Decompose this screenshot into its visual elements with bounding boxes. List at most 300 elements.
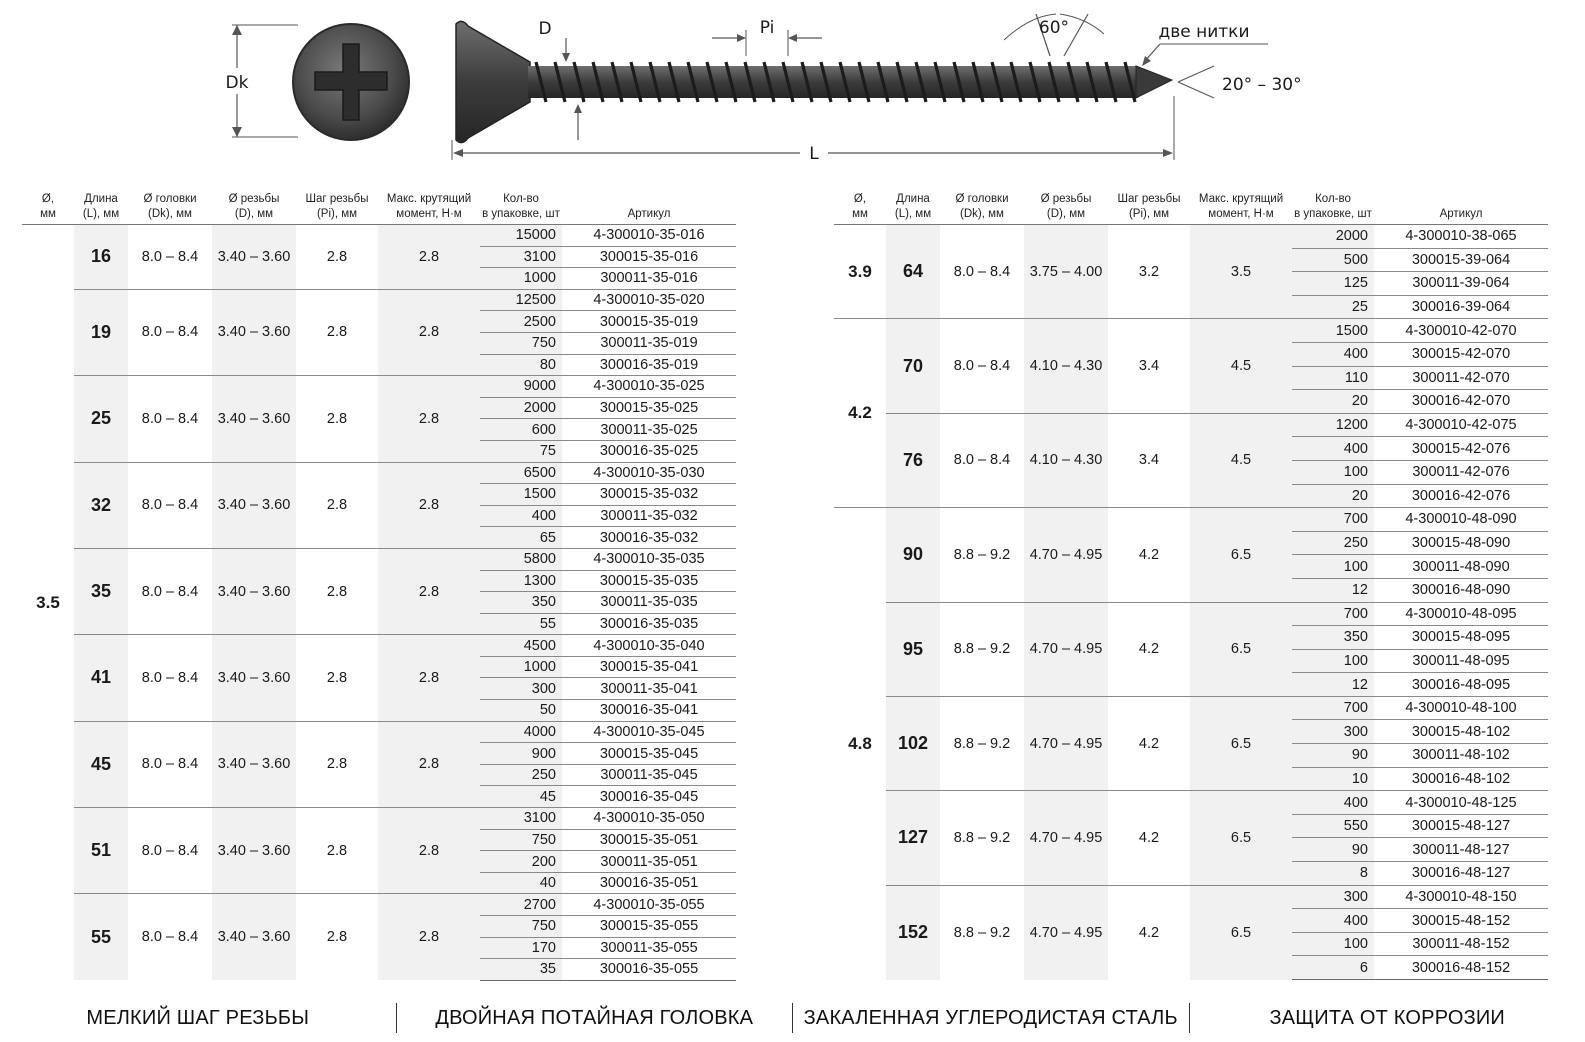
label-angle: 60° bbox=[1038, 18, 1070, 38]
pitch-cell: 3.4 bbox=[1108, 319, 1190, 413]
feature-corrosion-protection: ЗАЩИТА ОТ КОРРОЗИИ bbox=[1269, 1006, 1506, 1029]
label-tip-note: две нитки bbox=[1158, 22, 1250, 42]
column-header-line: (Pi), мм bbox=[1128, 208, 1170, 220]
article-cell: 300015-35-035 bbox=[562, 570, 736, 592]
column-header-line: Макс. крутящий bbox=[386, 193, 472, 205]
length-cell: 127 bbox=[886, 791, 940, 885]
length-cell: 16 bbox=[74, 225, 128, 290]
torque-cell: 2.8 bbox=[378, 225, 480, 290]
quantity-cell: 900 bbox=[480, 743, 562, 765]
column-header-line: Ø головки bbox=[955, 193, 1009, 205]
article-cell: 4-300010-35-035 bbox=[562, 548, 736, 570]
article-cell: 300015-35-045 bbox=[562, 743, 736, 765]
head-cell: 8.0 – 8.4 bbox=[940, 319, 1024, 413]
thread-cell: 4.70 – 4.95 bbox=[1024, 885, 1108, 979]
length-cell: 41 bbox=[74, 635, 128, 721]
pitch-cell: 4.2 bbox=[1108, 791, 1190, 885]
quantity-cell: 750 bbox=[480, 829, 562, 851]
quantity-cell: 200 bbox=[480, 851, 562, 873]
article-cell: 4-300010-48-090 bbox=[1374, 508, 1548, 532]
head-cell: 8.0 – 8.4 bbox=[128, 894, 212, 980]
article-cell: 300015-48-102 bbox=[1374, 720, 1548, 744]
quantity-cell: 20 bbox=[1292, 390, 1374, 414]
article-cell: 4-300010-35-030 bbox=[562, 462, 736, 484]
quantity-cell: 350 bbox=[480, 592, 562, 614]
thread-cell: 4.70 – 4.95 bbox=[1024, 791, 1108, 885]
quantity-cell: 8 bbox=[1292, 862, 1374, 886]
quantity-cell: 400 bbox=[1292, 437, 1374, 461]
article-cell: 4-300010-35-016 bbox=[562, 225, 736, 247]
pitch-cell: 3.4 bbox=[1108, 413, 1190, 507]
quantity-cell: 3100 bbox=[480, 246, 562, 268]
article-cell: 4-300010-35-020 bbox=[562, 289, 736, 311]
length-cell: 102 bbox=[886, 696, 940, 790]
thread-cell: 4.70 – 4.95 bbox=[1024, 602, 1108, 696]
torque-cell: 6.5 bbox=[1190, 602, 1292, 696]
article-cell: 300016-35-045 bbox=[562, 786, 736, 808]
torque-cell: 2.8 bbox=[378, 635, 480, 721]
quantity-cell: 300 bbox=[1292, 885, 1374, 909]
quantity-cell: 125 bbox=[1292, 272, 1374, 296]
torque-cell: 2.8 bbox=[378, 808, 480, 894]
quantity-cell: 2000 bbox=[1292, 225, 1374, 249]
length-cell: 19 bbox=[74, 289, 128, 375]
column-header-torque bbox=[378, 186, 480, 225]
article-cell: 300016-35-025 bbox=[562, 440, 736, 462]
column-header-head bbox=[940, 186, 1024, 225]
table-row bbox=[834, 602, 1548, 626]
article-cell: 300016-48-095 bbox=[1374, 673, 1548, 697]
quantity-cell: 700 bbox=[1292, 696, 1374, 720]
length-cell: 35 bbox=[74, 548, 128, 634]
article-cell: 300011-48-095 bbox=[1374, 649, 1548, 673]
thread-cell: 4.10 – 4.30 bbox=[1024, 413, 1108, 507]
article-cell: 300016-48-090 bbox=[1374, 578, 1548, 602]
quantity-cell: 10 bbox=[1292, 767, 1374, 791]
column-header-line: (D), мм bbox=[1046, 208, 1086, 220]
column-header-line: момент, Н·м bbox=[396, 208, 462, 220]
column-header-line: Шаг резьбы bbox=[305, 193, 369, 205]
quantity-cell: 2000 bbox=[480, 397, 562, 419]
column-header-line: Артикул bbox=[627, 208, 671, 220]
column-header-line: Ø, bbox=[41, 193, 55, 205]
quantity-cell: 3100 bbox=[480, 808, 562, 830]
column-header-line: (Dk), мм bbox=[148, 208, 192, 220]
article-cell: 300015-35-016 bbox=[562, 246, 736, 268]
quantity-cell: 40 bbox=[480, 872, 562, 894]
diameter-cell: 3.5 bbox=[36, 592, 60, 612]
quantity-cell: 250 bbox=[1292, 531, 1374, 555]
length-cell: 32 bbox=[74, 462, 128, 548]
column-header-article bbox=[1374, 186, 1548, 225]
article-cell: 4-300010-38-065 bbox=[1374, 225, 1548, 249]
column-header-line: мм bbox=[852, 208, 868, 220]
quantity-cell: 65 bbox=[480, 527, 562, 549]
thread-cell: 3.40 – 3.60 bbox=[212, 548, 296, 634]
quantity-cell: 55 bbox=[480, 613, 562, 635]
quantity-cell: 20 bbox=[1292, 484, 1374, 508]
article-cell: 300011-48-127 bbox=[1374, 838, 1548, 862]
length-cell: 95 bbox=[886, 602, 940, 696]
quantity-cell: 400 bbox=[1292, 909, 1374, 933]
table-row bbox=[22, 289, 736, 311]
head-cell: 8.0 – 8.4 bbox=[128, 808, 212, 894]
column-header-thread bbox=[212, 186, 296, 225]
pitch-cell: 2.8 bbox=[296, 721, 378, 807]
screw-diagram bbox=[0, 0, 1585, 175]
article-cell: 300011-35-051 bbox=[562, 851, 736, 873]
article-cell: 300011-42-076 bbox=[1374, 460, 1548, 484]
column-header-line: в упаковке, шт bbox=[482, 208, 560, 220]
article-cell: 300016-35-035 bbox=[562, 613, 736, 635]
article-cell: 300011-35-016 bbox=[562, 268, 736, 290]
torque-cell: 2.8 bbox=[378, 289, 480, 375]
quantity-cell: 2700 bbox=[480, 894, 562, 916]
pitch-cell: 2.8 bbox=[296, 635, 378, 721]
quantity-cell: 1000 bbox=[480, 268, 562, 290]
quantity-cell: 170 bbox=[480, 937, 562, 959]
article-cell: 4-300010-35-055 bbox=[562, 894, 736, 916]
length-cell: 76 bbox=[886, 413, 940, 507]
article-cell: 300016-35-051 bbox=[562, 872, 736, 894]
quantity-cell: 110 bbox=[1292, 366, 1374, 390]
quantity-cell: 250 bbox=[480, 764, 562, 786]
pitch-cell: 2.8 bbox=[296, 376, 378, 462]
article-cell: 300011-35-055 bbox=[562, 937, 736, 959]
label-tip-angle: 20° – 30° bbox=[1222, 75, 1302, 95]
thread-cell: 3.40 – 3.60 bbox=[212, 635, 296, 721]
article-cell: 300016-48-102 bbox=[1374, 767, 1548, 791]
article-cell: 300011-35-019 bbox=[562, 332, 736, 354]
feature-fine-thread: МЕЛКИЙ ШАГ РЕЗЬБЫ bbox=[86, 1006, 310, 1029]
label-pi: Pi bbox=[759, 18, 775, 38]
label-dk: Dk bbox=[225, 73, 249, 93]
article-cell: 300016-42-070 bbox=[1374, 390, 1548, 414]
thread-cell: 3.40 – 3.60 bbox=[212, 289, 296, 375]
quantity-cell: 100 bbox=[1292, 932, 1374, 956]
article-cell: 300011-42-070 bbox=[1374, 366, 1548, 390]
quantity-cell: 90 bbox=[1292, 744, 1374, 768]
quantity-cell: 35 bbox=[480, 959, 562, 981]
torque-cell: 2.8 bbox=[378, 894, 480, 980]
quantity-cell: 100 bbox=[1292, 555, 1374, 579]
column-header-line: Артикул bbox=[1439, 208, 1483, 220]
diameter-cell: 4.2 bbox=[834, 319, 886, 508]
head-cell: 8.0 – 8.4 bbox=[128, 289, 212, 375]
feature-double-countersunk-head: ДВОЙНАЯ ПОТАЙНАЯ ГОЛОВКА bbox=[435, 1006, 754, 1029]
column-header-article bbox=[562, 186, 736, 225]
thread-cell: 3.40 – 3.60 bbox=[212, 376, 296, 462]
length-cell: 51 bbox=[74, 808, 128, 894]
thread-cell: 3.40 – 3.60 bbox=[212, 808, 296, 894]
table-row bbox=[22, 548, 736, 570]
length-cell: 64 bbox=[886, 225, 940, 319]
quantity-cell: 550 bbox=[1292, 814, 1374, 838]
head-cell: 8.0 – 8.4 bbox=[128, 721, 212, 807]
head-top-view bbox=[222, 24, 409, 140]
quantity-cell: 4000 bbox=[480, 721, 562, 743]
article-cell: 300015-42-076 bbox=[1374, 437, 1548, 461]
quantity-cell: 750 bbox=[480, 916, 562, 938]
table-row bbox=[834, 791, 1548, 815]
head-cell: 8.0 – 8.4 bbox=[128, 548, 212, 634]
label-d: D bbox=[538, 19, 552, 39]
article-cell: 4-300010-35-040 bbox=[562, 635, 736, 657]
quantity-cell: 500 bbox=[1292, 248, 1374, 272]
table-row bbox=[22, 894, 736, 916]
torque-cell: 2.8 bbox=[378, 462, 480, 548]
column-header-head bbox=[128, 186, 212, 225]
quantity-cell: 2500 bbox=[480, 311, 562, 333]
article-cell: 300016-35-032 bbox=[562, 527, 736, 549]
column-header-line: (L), мм bbox=[82, 208, 120, 220]
thread-cell: 3.75 – 4.00 bbox=[1024, 225, 1108, 319]
pitch-cell: 2.8 bbox=[296, 289, 378, 375]
column-header-line: (Dk), мм bbox=[960, 208, 1004, 220]
head-cell: 8.8 – 9.2 bbox=[940, 508, 1024, 602]
pitch-cell: 2.8 bbox=[296, 462, 378, 548]
article-cell: 4-300010-42-075 bbox=[1374, 413, 1548, 437]
quantity-cell: 4500 bbox=[480, 635, 562, 657]
torque-cell: 4.5 bbox=[1190, 319, 1292, 413]
table-row bbox=[22, 225, 736, 247]
article-cell: 300015-48-127 bbox=[1374, 814, 1548, 838]
column-header-line: Кол-во bbox=[503, 193, 539, 205]
quantity-cell: 1000 bbox=[480, 656, 562, 678]
column-header-torque bbox=[1190, 186, 1292, 225]
length-cell: 45 bbox=[74, 721, 128, 807]
article-cell: 300016-42-076 bbox=[1374, 484, 1548, 508]
torque-cell: 2.8 bbox=[378, 376, 480, 462]
quantity-cell: 1500 bbox=[1292, 319, 1374, 343]
head-cell: 8.8 – 9.2 bbox=[940, 791, 1024, 885]
column-header-line: Ø, bbox=[853, 193, 867, 205]
article-cell: 4-300010-35-045 bbox=[562, 721, 736, 743]
article-cell: 300011-35-041 bbox=[562, 678, 736, 700]
quantity-cell: 750 bbox=[480, 332, 562, 354]
feature-hardened-carbon-steel: ЗАКАЛЕННАЯ УГЛЕРОДИСТАЯ СТАЛЬ bbox=[803, 1006, 1178, 1029]
quantity-cell: 12500 bbox=[480, 289, 562, 311]
column-header-line: Длина bbox=[84, 193, 118, 205]
article-cell: 300016-48-127 bbox=[1374, 862, 1548, 886]
screw-side-view bbox=[452, 14, 1302, 164]
column-header-line: Макс. крутящий bbox=[1198, 193, 1284, 205]
article-cell: 300016-39-064 bbox=[1374, 295, 1548, 319]
torque-cell: 2.8 bbox=[378, 548, 480, 634]
article-cell: 300015-48-095 bbox=[1374, 626, 1548, 650]
column-header-length bbox=[74, 186, 128, 225]
quantity-cell: 6 bbox=[1292, 956, 1374, 980]
quantity-cell: 1300 bbox=[480, 570, 562, 592]
column-header-diameter bbox=[834, 186, 886, 225]
quantity-cell: 700 bbox=[1292, 602, 1374, 626]
diameter-cell: 3.9 bbox=[848, 261, 872, 281]
torque-cell: 2.8 bbox=[378, 721, 480, 807]
quantity-cell: 700 bbox=[1292, 508, 1374, 532]
column-header-line: Шаг резьбы bbox=[1117, 193, 1181, 205]
torque-cell: 4.5 bbox=[1190, 413, 1292, 507]
quantity-cell: 350 bbox=[1292, 626, 1374, 650]
article-cell: 300011-35-032 bbox=[562, 505, 736, 527]
quantity-cell: 600 bbox=[480, 419, 562, 441]
quantity-cell: 400 bbox=[1292, 342, 1374, 366]
article-cell: 300016-35-055 bbox=[562, 959, 736, 981]
column-header-line: (Pi), мм bbox=[316, 208, 358, 220]
column-header-qty bbox=[480, 186, 562, 225]
quantity-cell: 100 bbox=[1292, 649, 1374, 673]
article-cell: 300011-48-102 bbox=[1374, 744, 1548, 768]
quantity-cell: 80 bbox=[480, 354, 562, 376]
column-header-thread bbox=[1024, 186, 1108, 225]
article-cell: 4-300010-35-025 bbox=[562, 376, 736, 398]
label-l: L bbox=[809, 144, 819, 164]
table-row bbox=[834, 885, 1548, 909]
article-cell: 300011-48-090 bbox=[1374, 555, 1548, 579]
article-cell: 300011-35-025 bbox=[562, 419, 736, 441]
table-row bbox=[834, 319, 1548, 343]
head-cell: 8.0 – 8.4 bbox=[940, 225, 1024, 319]
torque-cell: 3.5 bbox=[1190, 225, 1292, 319]
column-header-line: (L), мм bbox=[894, 208, 932, 220]
article-cell: 300011-35-035 bbox=[562, 592, 736, 614]
column-header-line: (D), мм bbox=[234, 208, 274, 220]
head-cell: 8.0 – 8.4 bbox=[128, 635, 212, 721]
feature-strip bbox=[0, 998, 1585, 1038]
quantity-cell: 6500 bbox=[480, 462, 562, 484]
column-header-diameter bbox=[22, 186, 74, 225]
torque-cell: 6.5 bbox=[1190, 791, 1292, 885]
article-cell: 4-300010-48-100 bbox=[1374, 696, 1548, 720]
table-row bbox=[22, 635, 736, 657]
article-cell: 300015-35-032 bbox=[562, 484, 736, 506]
article-cell: 300011-35-045 bbox=[562, 764, 736, 786]
article-cell: 300015-42-070 bbox=[1374, 342, 1548, 366]
quantity-cell: 1200 bbox=[1292, 413, 1374, 437]
table-row bbox=[22, 462, 736, 484]
pitch-cell: 3.2 bbox=[1108, 225, 1190, 319]
quantity-cell: 5800 bbox=[480, 548, 562, 570]
head-cell: 8.8 – 9.2 bbox=[940, 602, 1024, 696]
head-cell: 8.0 – 8.4 bbox=[128, 462, 212, 548]
head-cell: 8.0 – 8.4 bbox=[940, 413, 1024, 507]
column-header-qty bbox=[1292, 186, 1374, 225]
column-header-line: Кол-во bbox=[1315, 193, 1351, 205]
pitch-cell: 4.2 bbox=[1108, 696, 1190, 790]
quantity-cell: 400 bbox=[480, 505, 562, 527]
column-header-line: Ø резьбы bbox=[1040, 193, 1092, 205]
table-row bbox=[834, 225, 1548, 249]
pitch-cell: 2.8 bbox=[296, 808, 378, 894]
quantity-cell: 300 bbox=[1292, 720, 1374, 744]
head-cell: 8.0 – 8.4 bbox=[128, 225, 212, 290]
table-header-row bbox=[22, 186, 736, 225]
article-cell: 300016-48-152 bbox=[1374, 956, 1548, 980]
torque-cell: 6.5 bbox=[1190, 508, 1292, 602]
column-header-line: Ø резьбы bbox=[228, 193, 280, 205]
table-row bbox=[22, 376, 736, 398]
article-cell: 300011-48-152 bbox=[1374, 932, 1548, 956]
article-cell: 300011-39-064 bbox=[1374, 272, 1548, 296]
length-cell: 55 bbox=[74, 894, 128, 980]
article-cell: 300015-35-041 bbox=[562, 656, 736, 678]
table-row bbox=[834, 508, 1548, 532]
thread-cell: 3.40 – 3.60 bbox=[212, 894, 296, 980]
pitch-cell: 4.2 bbox=[1108, 602, 1190, 696]
quantity-cell: 50 bbox=[480, 700, 562, 722]
quantity-cell: 400 bbox=[1292, 791, 1374, 815]
pitch-cell: 4.2 bbox=[1108, 885, 1190, 979]
article-cell: 4-300010-35-050 bbox=[562, 808, 736, 830]
length-cell: 90 bbox=[886, 508, 940, 602]
column-header-line: момент, Н·м bbox=[1208, 208, 1274, 220]
article-cell: 4-300010-48-150 bbox=[1374, 885, 1548, 909]
article-cell: 300015-48-152 bbox=[1374, 909, 1548, 933]
quantity-cell: 45 bbox=[480, 786, 562, 808]
head-cell: 8.8 – 9.2 bbox=[940, 885, 1024, 979]
length-cell: 25 bbox=[74, 376, 128, 462]
article-cell: 4-300010-42-070 bbox=[1374, 319, 1548, 343]
torque-cell: 6.5 bbox=[1190, 885, 1292, 979]
pitch-cell: 2.8 bbox=[296, 548, 378, 634]
thread-cell: 4.70 – 4.95 bbox=[1024, 696, 1108, 790]
torque-cell: 6.5 bbox=[1190, 696, 1292, 790]
length-cell: 152 bbox=[886, 885, 940, 979]
article-cell: 4-300010-48-125 bbox=[1374, 791, 1548, 815]
quantity-cell: 100 bbox=[1292, 460, 1374, 484]
table-header-row bbox=[834, 186, 1548, 225]
quantity-cell: 9000 bbox=[480, 376, 562, 398]
pitch-cell: 2.8 bbox=[296, 225, 378, 290]
thread-cell: 3.40 – 3.60 bbox=[212, 225, 296, 290]
column-header-line: в упаковке, шт bbox=[1294, 208, 1372, 220]
article-cell: 300015-48-090 bbox=[1374, 531, 1548, 555]
head-cell: 8.0 – 8.4 bbox=[128, 376, 212, 462]
table-row bbox=[22, 808, 736, 830]
thread-cell: 3.40 – 3.60 bbox=[212, 462, 296, 548]
column-header-line: Длина bbox=[896, 193, 930, 205]
pitch-cell: 2.8 bbox=[296, 894, 378, 980]
column-header-length bbox=[886, 186, 940, 225]
quantity-cell: 1500 bbox=[480, 484, 562, 506]
article-cell: 300016-35-041 bbox=[562, 700, 736, 722]
article-cell: 300015-35-051 bbox=[562, 829, 736, 851]
article-cell: 4-300010-48-095 bbox=[1374, 602, 1548, 626]
article-cell: 300015-35-055 bbox=[562, 916, 736, 938]
quantity-cell: 12 bbox=[1292, 578, 1374, 602]
article-cell: 300015-35-019 bbox=[562, 311, 736, 333]
quantity-cell: 25 bbox=[1292, 295, 1374, 319]
column-header-line: Ø головки bbox=[143, 193, 197, 205]
spec-table-left bbox=[22, 186, 736, 981]
quantity-cell: 12 bbox=[1292, 673, 1374, 697]
column-header-pitch bbox=[296, 186, 378, 225]
thread-cell: 3.40 – 3.60 bbox=[212, 721, 296, 807]
article-cell: 300016-35-019 bbox=[562, 354, 736, 376]
quantity-cell: 90 bbox=[1292, 838, 1374, 862]
length-cell: 70 bbox=[886, 319, 940, 413]
quantity-cell: 300 bbox=[480, 678, 562, 700]
article-cell: 300015-39-064 bbox=[1374, 248, 1548, 272]
column-header-line: мм bbox=[40, 208, 56, 220]
table-row bbox=[22, 721, 736, 743]
table-row bbox=[834, 413, 1548, 437]
thread-cell: 4.70 – 4.95 bbox=[1024, 508, 1108, 602]
head-cell: 8.8 – 9.2 bbox=[940, 696, 1024, 790]
column-header-pitch bbox=[1108, 186, 1190, 225]
article-cell: 300015-35-025 bbox=[562, 397, 736, 419]
quantity-cell: 75 bbox=[480, 440, 562, 462]
quantity-cell: 15000 bbox=[480, 225, 562, 247]
